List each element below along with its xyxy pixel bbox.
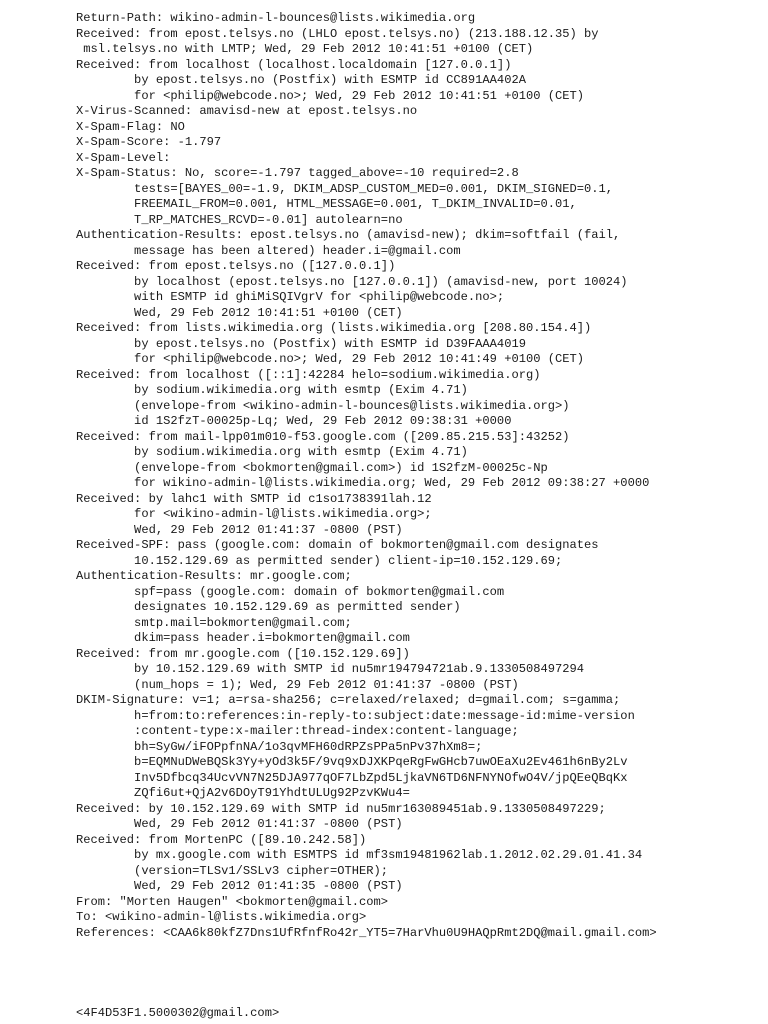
header-line: Received-SPF: pass (google.com: domain of bokmorten@gmail.com designates bbox=[76, 538, 599, 552]
header-line: Received: from mail-lpp01m010-f53.google.com ([209.85.215.53]:43252) bbox=[76, 429, 570, 444]
header-line: :content-type:x-mailer:thread-index:content-language; bbox=[76, 724, 519, 738]
header-line: (version=TLSv1/SSLv3 cipher=OTHER); bbox=[76, 863, 389, 878]
header-line: Received: from localhost ([::1]:42284 helo=sodium.wikimedia.org) bbox=[76, 367, 541, 382]
header-line: 10.152.129.69 as permitted sender) client-ip=10.152.129.69; bbox=[76, 553, 563, 568]
header-line: with ESMTP id ghiMiSQIVgrV for <philip@webcode.no>; bbox=[76, 290, 505, 304]
header-line: by 10.152.129.69 with SMTP id nu5mr194794721ab.9.1330508497294 bbox=[76, 662, 585, 676]
header-line: message has been altered) header.i=@gmail.com bbox=[76, 243, 461, 258]
header-line: by localhost (epost.telsys.no [127.0.0.1]) (amavisd-new, port 10024) bbox=[76, 274, 628, 289]
header-line: Received: from localhost (localhost.localdomain [127.0.0.1]) bbox=[76, 57, 512, 72]
email-header-block bbox=[76, 11, 766, 941]
header-line: h=from:to:references:in-reply-to:subject:date:message-id:mime-version bbox=[76, 708, 635, 723]
header-line: Authentication-Results: epost.telsys.no (amavisd-new); dkim=softfail (fail, bbox=[76, 228, 621, 242]
header-line: Received: from mr.google.com ([10.152.129.69]) bbox=[76, 646, 410, 661]
header-line: Inv5Dfbcq34UcvVN7N25DJA977qOF7LbZpd5LjkaVN6TD6NFNYNOfwO4V/jpQEeQBqKx bbox=[76, 770, 628, 785]
header-line: Authentication-Results: mr.google.com; bbox=[76, 569, 352, 583]
header-line: Return-Path: wikino-admin-l-bounces@lists.wikimedia.org bbox=[76, 11, 476, 25]
header-line: X-Spam-Flag: NO bbox=[76, 119, 185, 134]
header-line: X-Spam-Score: -1.797 bbox=[76, 135, 222, 149]
header-line: id 1S2fzT-00025p-Lq; Wed, 29 Feb 2012 09:38:31 +0000 bbox=[76, 414, 512, 428]
header-line: for <philip@webcode.no>; Wed, 29 Feb 2012 10:41:51 +0100 (CET) bbox=[76, 88, 585, 103]
header-line: designates 10.152.129.69 as permitted sender) bbox=[76, 600, 461, 614]
header-line: Wed, 29 Feb 2012 01:41:37 -0800 (PST) bbox=[76, 817, 403, 831]
header-line: by mx.google.com with ESMTPS id mf3sm19481962lab.1.2012.02.29.01.41.34 bbox=[76, 848, 643, 862]
header-line: by epost.telsys.no (Postfix) with ESMTP id CC891AA402A bbox=[76, 73, 526, 87]
header-line: (num_hops = 1); Wed, 29 Feb 2012 01:41:37 -0800 (PST) bbox=[76, 677, 519, 692]
header-line: Wed, 29 Feb 2012 01:41:35 -0800 (PST) bbox=[76, 879, 403, 893]
header-line: To: <wikino-admin-l@lists.wikimedia.org> bbox=[76, 910, 367, 924]
header-line: (envelope-from <wikino-admin-l-bounces@lists.wikimedia.org>) bbox=[76, 398, 570, 413]
header-line: Wed, 29 Feb 2012 01:41:37 -0800 (PST) bbox=[76, 522, 403, 537]
header-line: From: "Morten Haugen" <bokmorten@gmail.com> bbox=[76, 894, 389, 909]
header-line: smtp.mail=bokmorten@gmail.com; bbox=[76, 615, 352, 630]
header-line: Received: by lahc1 with SMTP id c1so1738391lah.12 bbox=[76, 491, 432, 506]
header-line: msl.telsys.no with LMTP; Wed, 29 Feb 2012 10:41:51 +0100 (CET) bbox=[76, 42, 534, 56]
header-line: Wed, 29 Feb 2012 10:41:51 +0100 (CET) bbox=[76, 305, 403, 320]
header-line: ZQfi6ut+QjA2v6DOyT91YhdtULUg92PzvKWu4= bbox=[76, 786, 410, 800]
header-line: Received: from epost.telsys.no ([127.0.0.1]) bbox=[76, 259, 396, 273]
header-line: Received: from MortenPC ([89.10.242.58]) bbox=[76, 832, 367, 847]
header-line: spf=pass (google.com: domain of bokmorten@gmail.com bbox=[76, 584, 505, 599]
header-line: bh=SyGw/iFOPpfnNA/1o3qvMFH60dRPZsPPa5nPv37hXm8=; bbox=[76, 739, 483, 754]
message-id-line: <4F4D53F1.5000302@gmail.com> bbox=[76, 1006, 280, 1020]
header-line: by sodium.wikimedia.org with esmtp (Exim 4.71) bbox=[76, 383, 468, 397]
header-line: Received: by 10.152.129.69 with SMTP id nu5mr163089451ab.9.1330508497229; bbox=[76, 801, 606, 816]
header-line: FREEMAIL_FROM=0.001, HTML_MESSAGE=0.001, T_DKIM_INVALID=0.01, bbox=[76, 197, 577, 211]
header-line: by sodium.wikimedia.org with esmtp (Exim 4.71) bbox=[76, 445, 468, 459]
header-line: Received: from epost.telsys.no (LHLO epost.telsys.no) (213.188.12.35) by bbox=[76, 26, 599, 41]
header-line: b=EQMNuDWeBQSk3Yy+yOd3k5F/9vq9xDJXKPqeRgFwGHcb7uwOEaXu2Ev461h6nBy2Lv bbox=[76, 755, 628, 769]
header-line: by epost.telsys.no (Postfix) with ESMTP id D39FAAA4019 bbox=[76, 336, 526, 351]
header-line: References: <CAA6k80kfZ7Dns1UfRfnfRo42r_YT5=7HarVhu0U9HAQpRmt2DQ@mail.gmail.com> bbox=[76, 925, 657, 940]
header-line: X-Spam-Status: No, score=-1.797 tagged_above=-10 required=2.8 bbox=[76, 166, 519, 180]
header-line: dkim=pass header.i=bokmorten@gmail.com bbox=[76, 631, 410, 645]
header-line: X-Spam-Level: bbox=[76, 150, 171, 165]
header-line: Received: from lists.wikimedia.org (lists.wikimedia.org [208.80.154.4]) bbox=[76, 321, 592, 335]
header-line: tests=[BAYES_00=-1.9, DKIM_ADSP_CUSTOM_MED=0.001, DKIM_SIGNED=0.1, bbox=[76, 181, 614, 196]
header-line: DKIM-Signature: v=1; a=rsa-sha256; c=relaxed/relaxed; d=gmail.com; s=gamma; bbox=[76, 693, 621, 707]
header-line: T_RP_MATCHES_RCVD=-0.01] autolearn=no bbox=[76, 212, 403, 227]
header-line: (envelope-from <bokmorten@gmail.com>) id 1S2fzM-00025c-Np bbox=[76, 460, 548, 475]
header-line: for <wikino-admin-l@lists.wikimedia.org>; bbox=[76, 507, 432, 521]
header-line: X-Virus-Scanned: amavisd-new at epost.telsys.no bbox=[76, 104, 418, 118]
header-line: for <philip@webcode.no>; Wed, 29 Feb 2012 10:41:49 +0100 (CET) bbox=[76, 352, 585, 366]
header-line: for wikino-admin-l@lists.wikimedia.org; Wed, 29 Feb 2012 09:38:27 +0000 bbox=[76, 476, 650, 490]
